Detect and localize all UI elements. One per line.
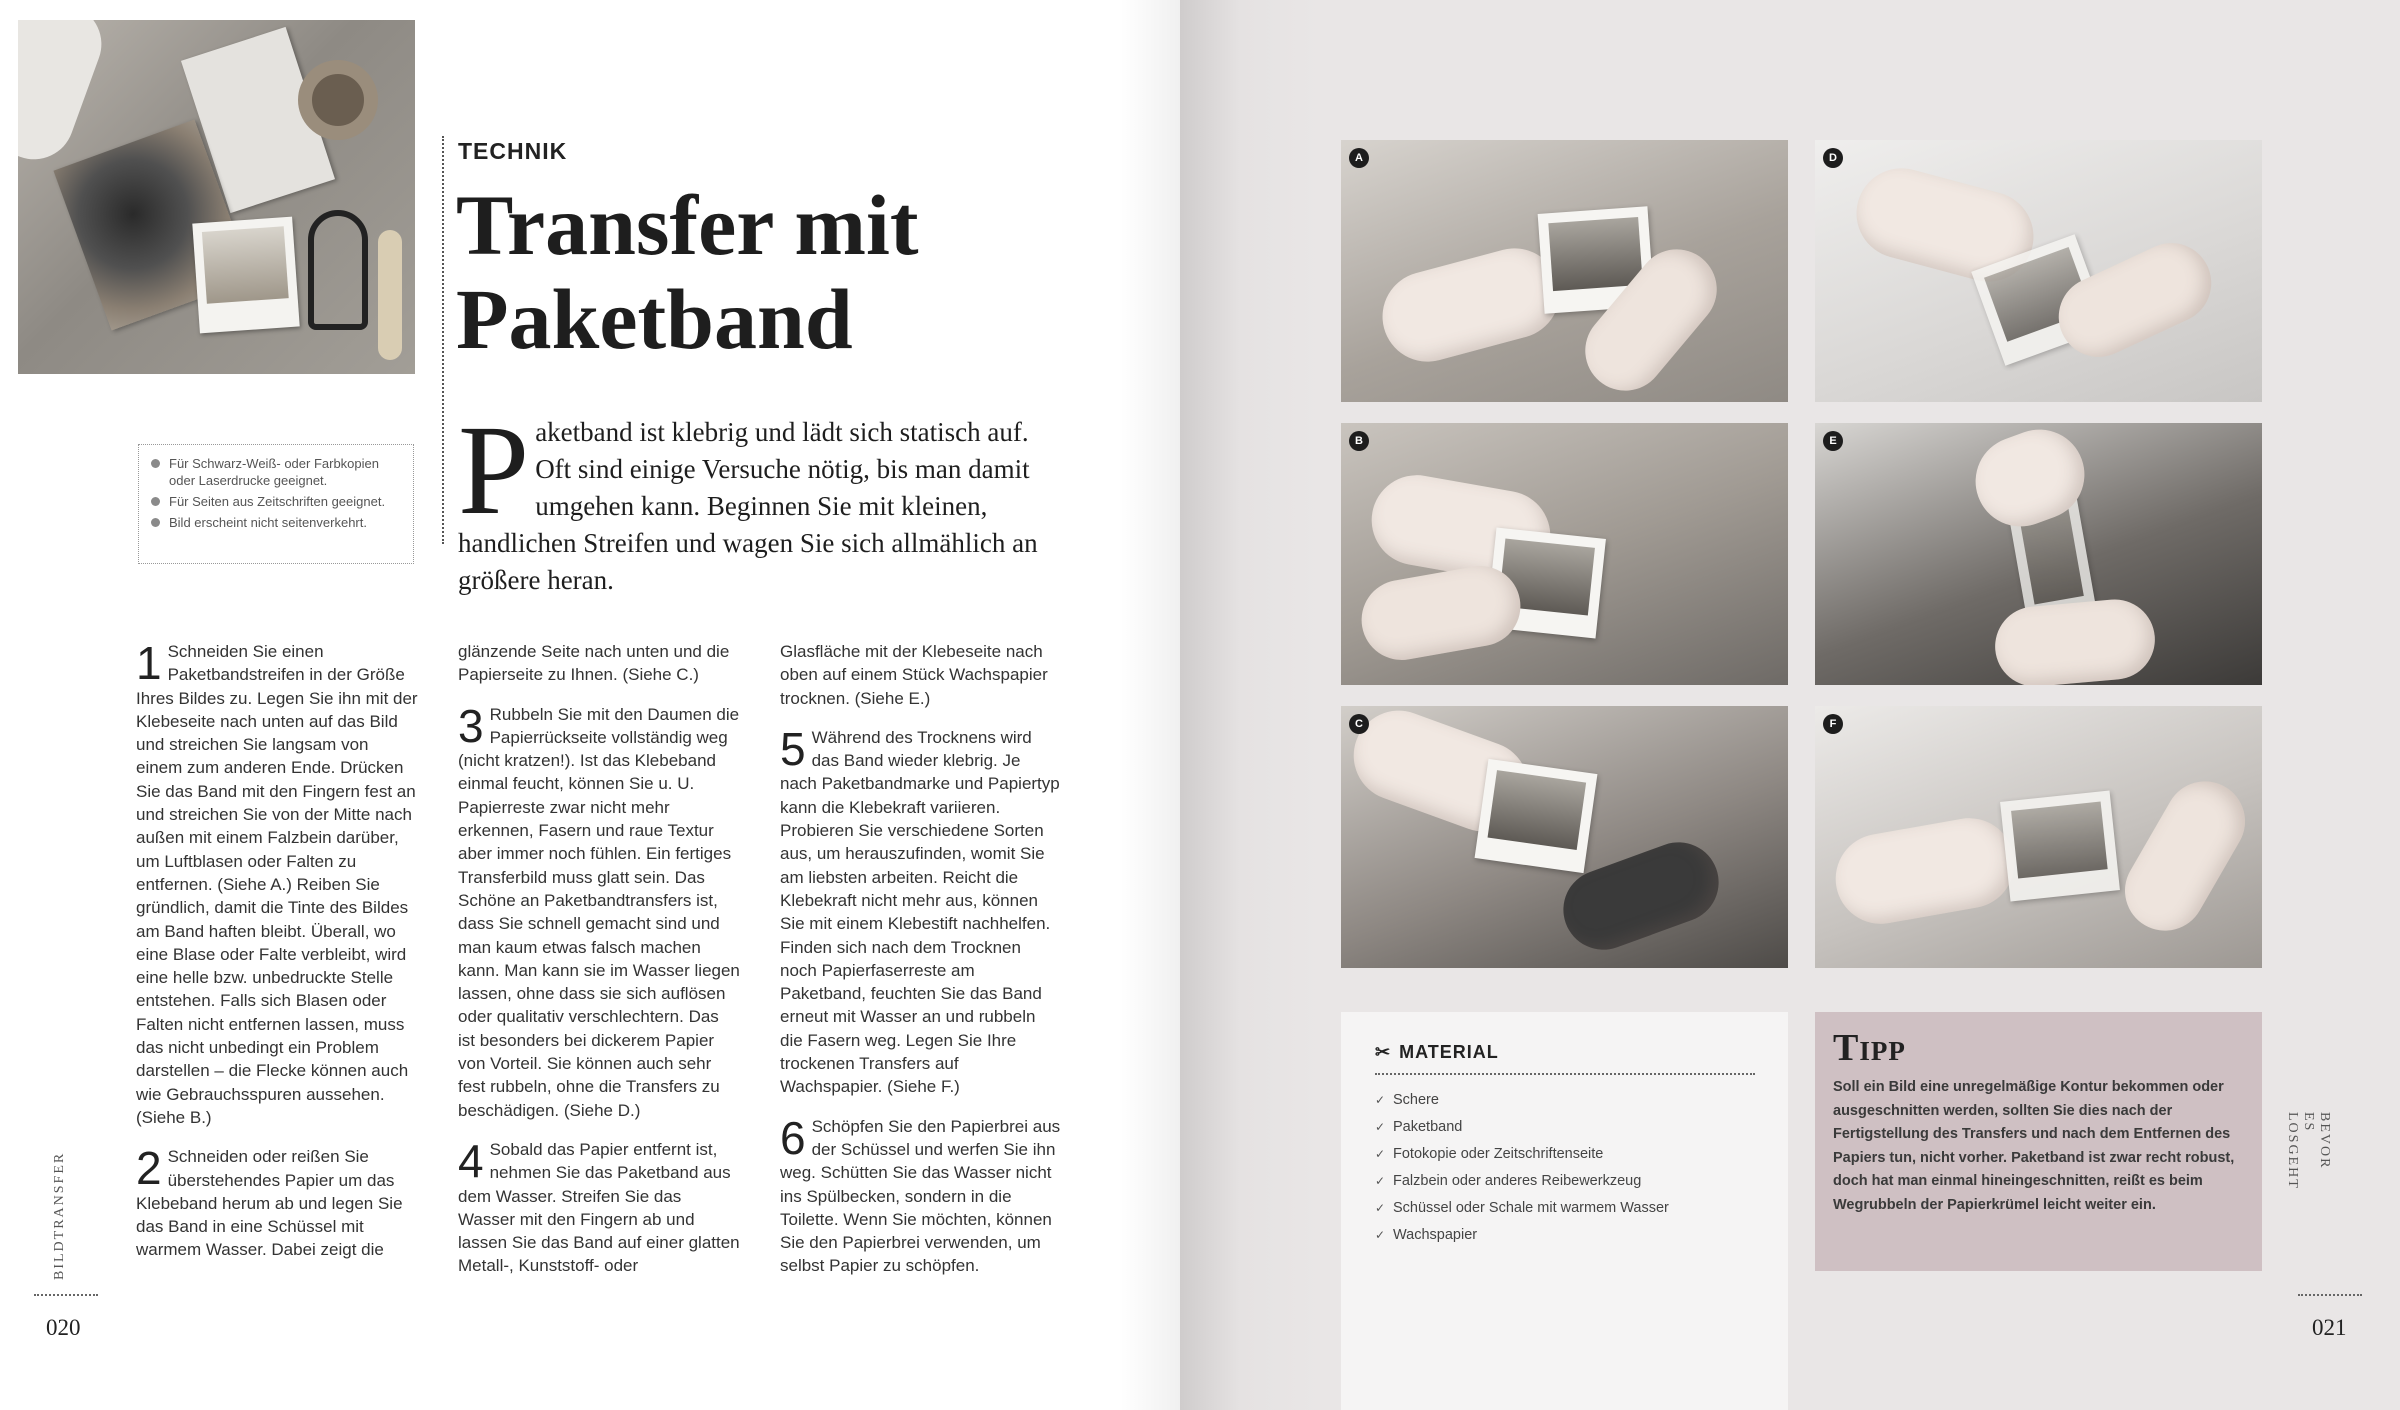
photo-label: C	[1349, 714, 1369, 734]
step-photo-a	[1341, 140, 1788, 402]
step-number: 4	[458, 1134, 484, 1187]
step-text: glänzende Seite nach unten und die Papierseite zu Ihnen. (Siehe C.)	[458, 642, 730, 685]
step-text: Sobald das Papier entfernt ist, nehmen Sie das Paketband aus dem Wasser. Streifen Sie das Wasser mit den Fingern ab und lassen Sie das Band auf einer glatten Metall-, Kunststoff- oder	[458, 1139, 740, 1276]
info-point: Für Schwarz-Weiß- oder Farbkopien oder Laserdrucke geeignet.	[151, 455, 405, 489]
step-photo-b	[1341, 423, 1788, 685]
step-paragraph	[780, 1111, 1062, 1278]
lead-dropcap: P	[458, 399, 530, 541]
photo-label: F	[1823, 714, 1843, 734]
info-point: Bild erscheint nicht seitenverkehrt.	[151, 514, 405, 531]
left-running-head: BILDTRANSFER	[52, 1151, 67, 1280]
material-title: MATERIAL	[1399, 1042, 1499, 1062]
material-box	[1341, 1012, 1788, 1410]
step-number: 6	[780, 1111, 806, 1164]
step-text: Während des Trocknens wird das Band wieder klebrig. Je nach Paketbandmarke und Papiertyp kann die Klebekraft variieren. Probieren Sie verschiedene Sorten aus, um herauszufinden, womit Sie am liebsten arbeiten. Reicht die Klebekraft nicht mehr aus, können Sie mit einem Klebestift nachhelfen. Finden sich nach dem Trocknen noch Papierfaserreste am Paketband, feuchten Sie das Band erneut mit Wasser an und rubbeln die Fasern weg. Legen Sie Ihre trockenen Transfers auf Wachspapier. (Siehe F.)	[780, 727, 1060, 1097]
step-paragraph	[458, 1134, 740, 1278]
right-running-head: BEVOR ES LOSGEHT	[2285, 1112, 2332, 1190]
section-kicker: TECHNIK	[458, 138, 568, 164]
info-point: Für Seiten aus Zeitschriften geeignet.	[151, 493, 405, 510]
left-page	[0, 0, 1180, 1410]
article-headline: Transfer mit Paketband	[456, 177, 919, 367]
tip-text: Soll ein Bild eine unregelmäßige Kontur bekommen oder ausgeschnitten werden, sollten Sie dies nach der Fertigstellung des Transfers und nach dem Entfernen des Papiers tun, nicht vorher. Paketband ist zwar recht robust, doch hat man einmal hineingeschnitten, reißt es beim Wegrubbeln der Papierkrümel leicht weiter ein.	[1833, 1079, 2235, 1213]
page-number-right: 021	[2312, 1315, 2347, 1340]
material-item: ✓ Falzbein oder anderes Reibewerkzeug	[1375, 1168, 1754, 1195]
step-number: 1	[136, 637, 162, 689]
step-number: 2	[136, 1142, 162, 1195]
material-item: ✓ Schüssel oder Schale mit warmem Wasser	[1375, 1195, 1754, 1222]
step-paragraph	[780, 722, 1062, 1099]
gutter-shadow	[1120, 0, 1180, 1410]
photo-label: E	[1823, 431, 1843, 451]
body-column-2	[458, 640, 740, 1294]
material-item: ✓ Paketband	[1375, 1114, 1754, 1141]
tip-title: Tipp	[1833, 1027, 1906, 1069]
lead-text: aketband ist klebrig und lädt sich statisch auf. Oft sind einige Versuche nötig, bis man damit umgehen kann. Beginnen Sie mit kleinen, handlichen Streifen und wagen Sie sich allmählich an größere heran.	[458, 417, 1038, 595]
step-paragraph	[136, 637, 418, 1129]
material-header	[1375, 1042, 1755, 1075]
step-text: Rubbeln Sie mit den Daumen die Papierrückseite vollständig weg (nicht kratzen!). Ist das Klebeband einmal feucht, können Sie u. U. Papierreste zwar nicht mehr erkennen, Fasern und raue Textur aber immer noch fühlen. Ein fertiges Transferbild muss glatt sein. Das Schöne an Paketbandtransfers ist, dass Sie schnell gemacht sind und man kaum etwas falsch machen kann. Man kann sie im Wasser liegen lassen, ohne dass sie sich auflösen oder qualitativ verschlechtern. Das ist besonders bei dickerem Papier von Vorteil. Sie können auch sehr fest rubbeln, ohne die Transfers zu beschädigen. (Siehe D.)	[458, 704, 740, 1120]
step-text: Schneiden Sie einen Paketbandstreifen in der Größe Ihres Bildes zu. Legen Sie ihn mit der Klebeseite nach unten auf das Bild und streichen Sie langsam von einem zum anderen Ende. Drücken Sie das Band mit den Fingern fest an und streichen Sie von der Mitte nach außen mit einem Falzbein darüber, um Luftblasen oder Falten zu entfernen. (Siehe A.) Reiben Sie gründlich, damit die Tinte des Bildes am Band haften bleibt. Überall, wo eine Blase oder Falte verbleibt, wird eine helle bzw. unbedruckte Stelle entstehen. Falls sich Blasen oder Falten nicht entfernen lassen, muss das nicht unbedingt ein Problem darstellen – die Flecke können auch wie Gebrauchsspuren aussehen. (Siehe B.)	[136, 642, 418, 1127]
header-divider	[442, 136, 444, 544]
step-paragraph	[780, 640, 1062, 710]
hero-photo-materials	[18, 20, 415, 374]
photo-label: A	[1349, 148, 1369, 168]
step-photo-f	[1815, 706, 2262, 968]
material-item: ✓ Schere	[1375, 1087, 1754, 1114]
step-photo-e	[1815, 423, 2262, 685]
body-column-1	[136, 637, 418, 1278]
step-paragraph	[136, 1142, 418, 1261]
step-number: 5	[780, 722, 806, 775]
step-paragraph	[458, 699, 740, 1122]
tip-box	[1815, 1012, 2262, 1271]
info-box	[138, 444, 414, 564]
material-item: ✓ Wachspapier	[1375, 1222, 1754, 1249]
folio-rule-left	[34, 1294, 98, 1296]
step-paragraph	[458, 640, 740, 687]
step-text: Schneiden oder reißen Sie überstehendes Papier um das Klebeband herum ab und legen Sie das Band in eine Schüssel mit warmem Wasser. Dabei zeigt die	[136, 1147, 403, 1260]
photo-label: B	[1349, 431, 1369, 451]
step-photo-d	[1815, 140, 2262, 402]
body-column-3	[780, 640, 1062, 1294]
step-text: Schöpfen Sie den Papierbrei aus der Schüssel und werfen Sie ihn weg. Schütten Sie das Wasser nicht ins Spülbecken, sondern in die Toilette. Wenn Sie möchten, können Sie den Papierbrei verwenden, um selbst Papier zu schöpfen.	[780, 1116, 1061, 1276]
material-item: ✓ Fotokopie oder Zeitschriftenseite	[1375, 1141, 1754, 1168]
step-text: Glasfläche mit der Klebeseite nach oben auf einem Stück Wachspapier trocknen. (Siehe E.)	[780, 642, 1048, 708]
folio-rule-right	[2298, 1294, 2362, 1296]
lead-paragraph	[458, 399, 1058, 599]
page-number-left: 020	[46, 1315, 81, 1340]
step-number: 3	[458, 699, 484, 752]
scissors-icon: ✂	[1375, 1042, 1392, 1062]
step-photo-c	[1341, 706, 1788, 968]
photo-label: D	[1823, 148, 1843, 168]
